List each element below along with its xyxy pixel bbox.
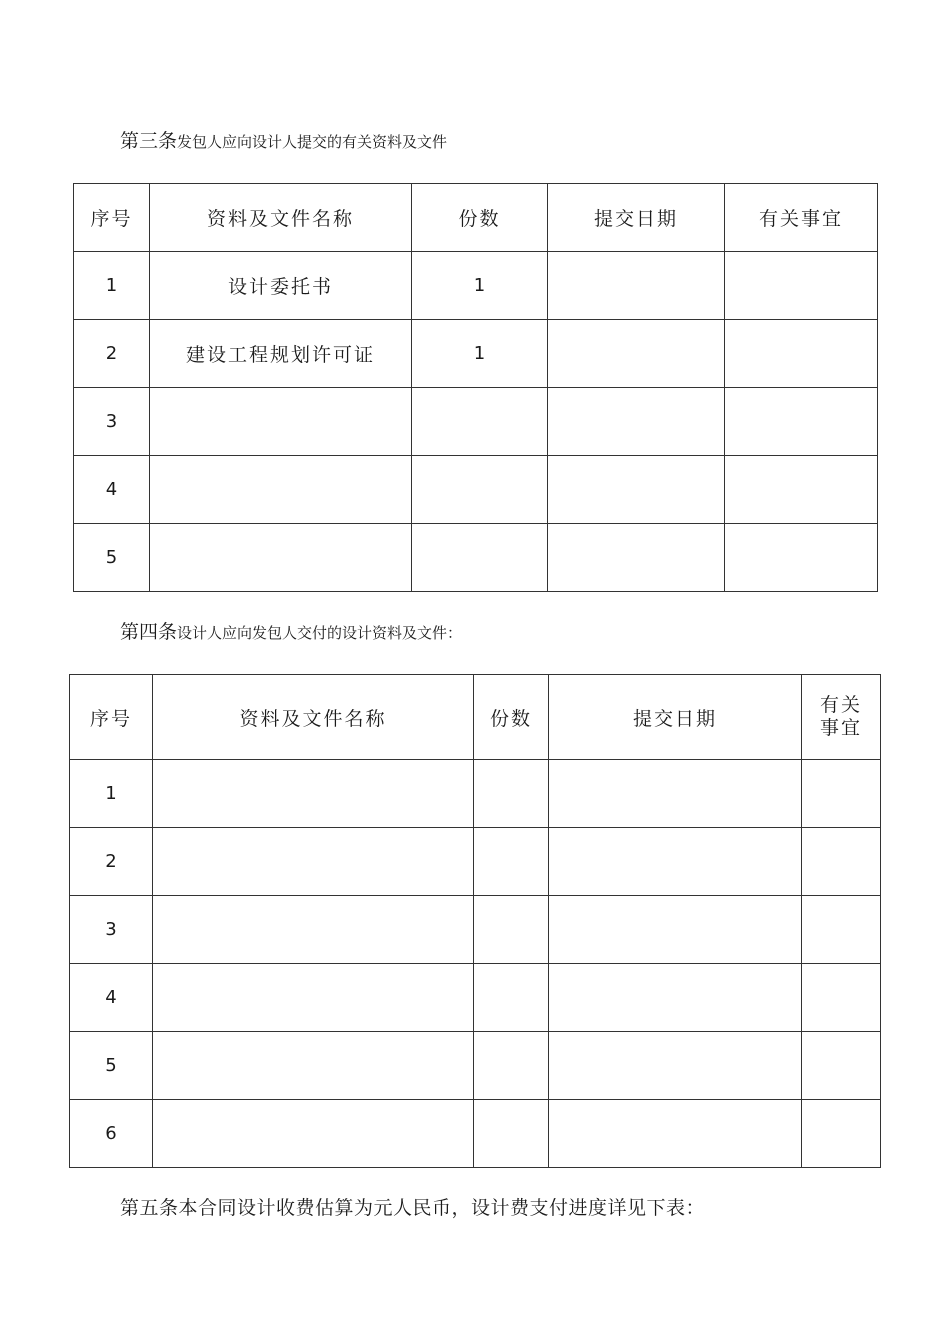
table-header-row: [74, 184, 878, 252]
cell-document-name: [150, 388, 412, 456]
cell-remarks: [725, 252, 878, 320]
cell-submit-date: [549, 828, 802, 896]
cell-submit-date: [548, 320, 725, 388]
header-remarks: 有关事宜: [725, 184, 878, 252]
cell-remarks: [802, 896, 881, 964]
header-remarks-line-1: 有关: [819, 694, 862, 716]
header-copies: 份数: [412, 184, 548, 252]
cell-remarks: [802, 1100, 881, 1168]
cell-remarks: [725, 320, 878, 388]
article-5-heading: 第五条本合同设计收费估算为元人民币，设计费支付进度详见下表：: [120, 1197, 706, 1219]
table-row: [74, 320, 878, 388]
cell-copies: [412, 388, 548, 456]
cell-serial: 6: [70, 1100, 153, 1168]
cell-remarks: [802, 828, 881, 896]
cell-remarks: [802, 760, 881, 828]
article-3-number: 第三条: [120, 130, 178, 152]
cell-submit-date: [549, 1100, 802, 1168]
cell-remarks: [725, 388, 878, 456]
cell-document-name: [150, 524, 412, 592]
cell-copies: [474, 828, 549, 896]
table-row: [74, 252, 878, 320]
cell-document-name: [153, 828, 474, 896]
table-header-row: [70, 675, 881, 760]
cell-submit-date: [548, 388, 725, 456]
client-documents-table: [73, 183, 878, 592]
cell-submit-date: [548, 252, 725, 320]
table-row: [70, 828, 881, 896]
cell-document-name: [153, 964, 474, 1032]
cell-copies: [412, 524, 548, 592]
table-row: [74, 456, 878, 524]
table-row: [70, 760, 881, 828]
cell-document-name: [153, 896, 474, 964]
article-3-text: 发包人应向设计人提交的有关资料及文件: [177, 133, 448, 151]
header-document-name: 资料及文件名称: [153, 675, 474, 760]
table-row: [70, 1032, 881, 1100]
header-submit-date: 提交日期: [548, 184, 725, 252]
header-serial: 序号: [70, 675, 153, 760]
article-4-heading: [120, 617, 462, 644]
cell-copies: [474, 1032, 549, 1100]
cell-serial: 1: [70, 760, 153, 828]
cell-remarks: [725, 524, 878, 592]
cell-serial: 3: [74, 388, 150, 456]
header-submit-date: 提交日期: [549, 675, 802, 760]
cell-copies: [412, 456, 548, 524]
cell-submit-date: [549, 1032, 802, 1100]
cell-document-name: [150, 456, 412, 524]
cell-serial: 4: [70, 964, 153, 1032]
cell-submit-date: [549, 964, 802, 1032]
cell-document-name: 建设工程规划许可证: [150, 320, 412, 388]
cell-submit-date: [549, 896, 802, 964]
cell-submit-date: [549, 760, 802, 828]
cell-remarks: [802, 1032, 881, 1100]
cell-submit-date: [548, 456, 725, 524]
cell-serial: 2: [74, 320, 150, 388]
article-4-number: 第四条: [120, 621, 178, 643]
cell-document-name: [153, 760, 474, 828]
cell-document-name: 设计委托书: [150, 252, 412, 320]
table-row: [74, 524, 878, 592]
header-copies: 份数: [474, 675, 549, 760]
article-4-text: 设计人应向发包人交付的设计资料及文件：: [177, 624, 463, 642]
cell-copies: 1: [412, 320, 548, 388]
cell-copies: [474, 1100, 549, 1168]
cell-copies: [474, 760, 549, 828]
cell-serial: 5: [70, 1032, 153, 1100]
cell-copies: [474, 896, 549, 964]
cell-document-name: [153, 1100, 474, 1168]
cell-remarks: [725, 456, 878, 524]
cell-serial: 3: [70, 896, 153, 964]
cell-copies: [474, 964, 549, 1032]
header-remarks: [802, 675, 881, 760]
header-document-name: 资料及文件名称: [150, 184, 412, 252]
cell-serial: 2: [70, 828, 153, 896]
table-row: [70, 964, 881, 1032]
header-remarks-line-2: 事宜: [819, 717, 862, 739]
cell-serial: 5: [74, 524, 150, 592]
cell-document-name: [153, 1032, 474, 1100]
cell-serial: 4: [74, 456, 150, 524]
designer-deliverables-table: [69, 674, 881, 1168]
cell-submit-date: [548, 524, 725, 592]
table-row: [70, 1100, 881, 1168]
header-serial: 序号: [74, 184, 150, 252]
table-row: [74, 388, 878, 456]
cell-serial: 1: [74, 252, 150, 320]
cell-copies: 1: [412, 252, 548, 320]
article-3-heading: [120, 126, 447, 153]
table-row: [70, 896, 881, 964]
cell-remarks: [802, 964, 881, 1032]
